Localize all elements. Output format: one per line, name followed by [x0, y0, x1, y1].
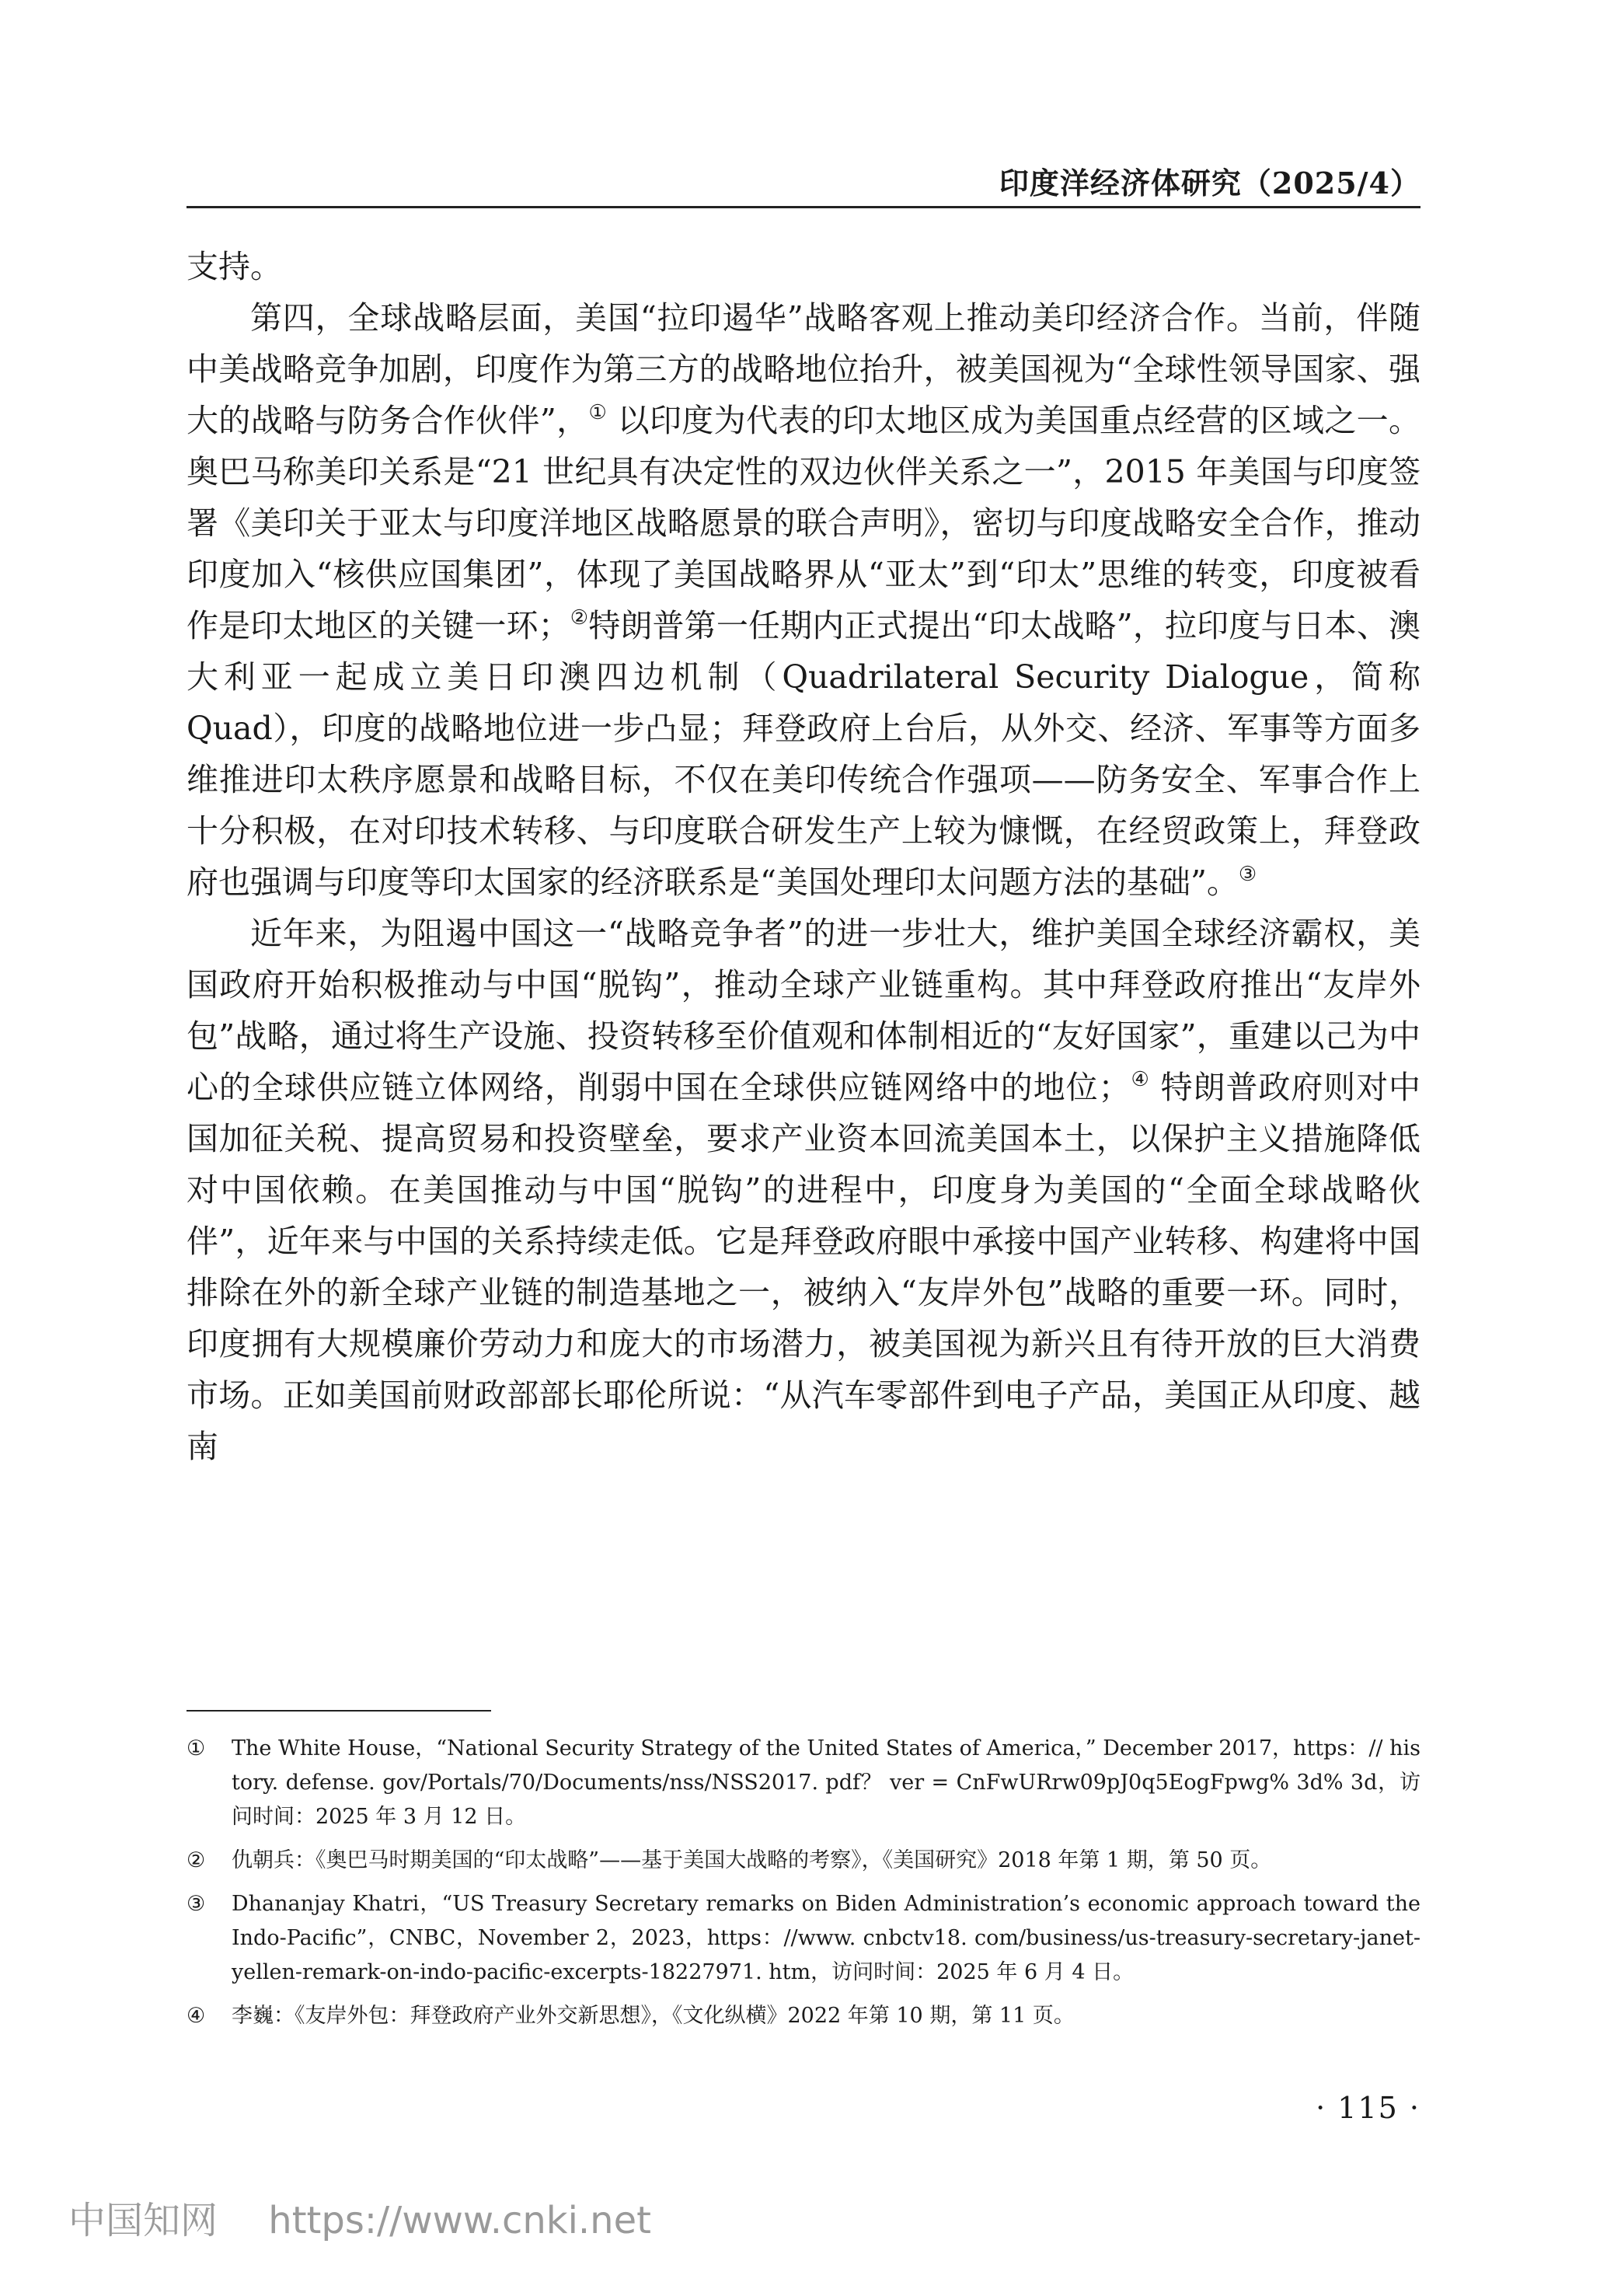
footnote-text: 李巍：《友岸外包：拜登政府产业外交新思想》，《文化纵横》2022 年第 10 期，第 11 页。	[232, 2004, 1075, 2028]
journal-title: 印度洋经济体研究（2025/4）	[999, 166, 1421, 201]
footnote	[186, 1844, 1421, 1878]
paragraph-text: 近年来，为阻遏中国这一“战略竞争者”的进一步壮大，维护美国全球经济霸权，美国政府开始积极推动与中国“脱钩”，推动全球产业链重构。其中拜登政府推出“友岸外包”战略，通过将生产设施、投资转移至价值观和体制相近的“友好国家”，重建以己为中心的全球供应链立体网络，削弱中国在全球供应链网络中的地位；	[186, 915, 1421, 1106]
paragraph	[186, 908, 1421, 1472]
footnote-text: 仇朝兵：《奥巴马时期美国的“印太战略”——基于美国大战略的考察》，《美国研究》2018 年第 1 期，第 50 页。	[232, 1848, 1272, 1872]
paragraph-text: 第四，全球战略层面，美国“拉印遏华”战略客观上推动美印经济合作。当前，伴随中美战略竞争加剧，印度作为第三方的战略地位抬升，被美国视为“全球性领导国家、强大的战略与防务合作伙伴”，	[186, 299, 1421, 439]
footnote	[186, 1732, 1421, 1834]
paragraph-text: 特朗普政府则对中国加征关税、提高贸易和投资壁垒，要求产业资本回流美国本土，以保护主义措施降低对中国依赖。在美国推动与中国“脱钩”的进程中，印度身为美国的“全面全球战略伙伴”，近年来与中国的关系持续走低。它是拜登政府眼中承接中国产业转移、构建将中国排除在外的新全球产业链的制造基地之一，被纳入“友岸外包”战略的重要一环。同时，印度拥有大规模廉价劳动力和庞大的市场潜力，被美国视为新兴且有待开放的巨大消费市场。正如美国前财政部部长耶伦所说：“从汽车零部件到电子产品，美国正从印度、越南	[186, 1069, 1421, 1465]
footnote-number: ④	[186, 2004, 206, 2028]
footnote	[186, 1887, 1421, 1990]
footnote	[186, 1999, 1421, 2033]
footnote-divider	[186, 1710, 491, 1712]
footnote-reference: ①	[588, 401, 608, 424]
footnote-text: The White House，“National Security Strategy of the United States of America，” December 2017，https：// history. defense. gov/Portals/70/Documents/nss/NSS2017. pdf？ ver = CnFwURrw09pJ0q5EogFpwg% 3d% 3d，访问时间：2025 年 3 月 12 日。	[232, 1736, 1421, 1829]
footnote-reference: ④	[1130, 1068, 1150, 1091]
footnote-reference: ②	[570, 606, 589, 630]
footnote-number: ①	[186, 1736, 206, 1760]
paragraph-text: 特朗普第一任期内正式提出“印太战略”，拉印度与日本、澳大利亚一起成立美日印澳四边机制（Quadrilateral Security Dialogue，简称 Quad），印度的战略地位进一步凸显；拜登政府上台后，从外交、经济、军事等方面多维推进印太秩序愿景和战略目标，不仅在美印传统合作强项——防务安全、军事合作上十分积极，在对印技术转移、与印度联合研发生产上较为慷慨，在经贸政策上，拜登政府也强调与印度等印太国家的经济联系是“美国处理印太问题方法的基础”。	[186, 607, 1421, 901]
paragraph-text: 以印度为代表的印太地区成为美国重点经营的区域之一。奥巴马称美印关系是“21 世纪具有决定性的双边伙伴关系之一”，2015 年美国与印度签署《美印关于亚太与印度洋地区战略愿景的联合声明》，密切与印度战略安全合作，推动印度加入“核供应国集团”，体现了美国战略界从“亚太”到“印太”思维的转变，印度被看作是印太地区的关键一环；	[186, 402, 1421, 644]
footnote-number: ③	[186, 1892, 206, 1916]
running-head	[186, 159, 1421, 208]
paragraph	[186, 241, 1421, 292]
watermark-url: https://www.cnki.net	[268, 2199, 651, 2242]
footnote-reference: ③	[1238, 863, 1257, 886]
footnote-number: ②	[186, 1848, 206, 1872]
page-number: · 115 ·	[1316, 2091, 1421, 2125]
footnote-text: Dhananjay Khatri，“US Treasury Secretary remarks on Biden Administration’s economic approach toward the Indo-Pacific”，CNBC，November 2，2023，https：//www. cnbctv18. com/business/us-treasury-secretary-janet-yellen-remark-on-indo-pacific-excerpts-18227971. htm，访问时间：2025 年 6 月 4 日。	[232, 1892, 1421, 1984]
paragraph-text: 支持。	[186, 248, 282, 285]
body-text	[186, 241, 1421, 1472]
footnotes	[186, 1732, 1421, 2043]
paragraph	[186, 292, 1421, 908]
watermark-brand: 中国知网	[68, 2199, 218, 2242]
watermark	[68, 2190, 651, 2244]
